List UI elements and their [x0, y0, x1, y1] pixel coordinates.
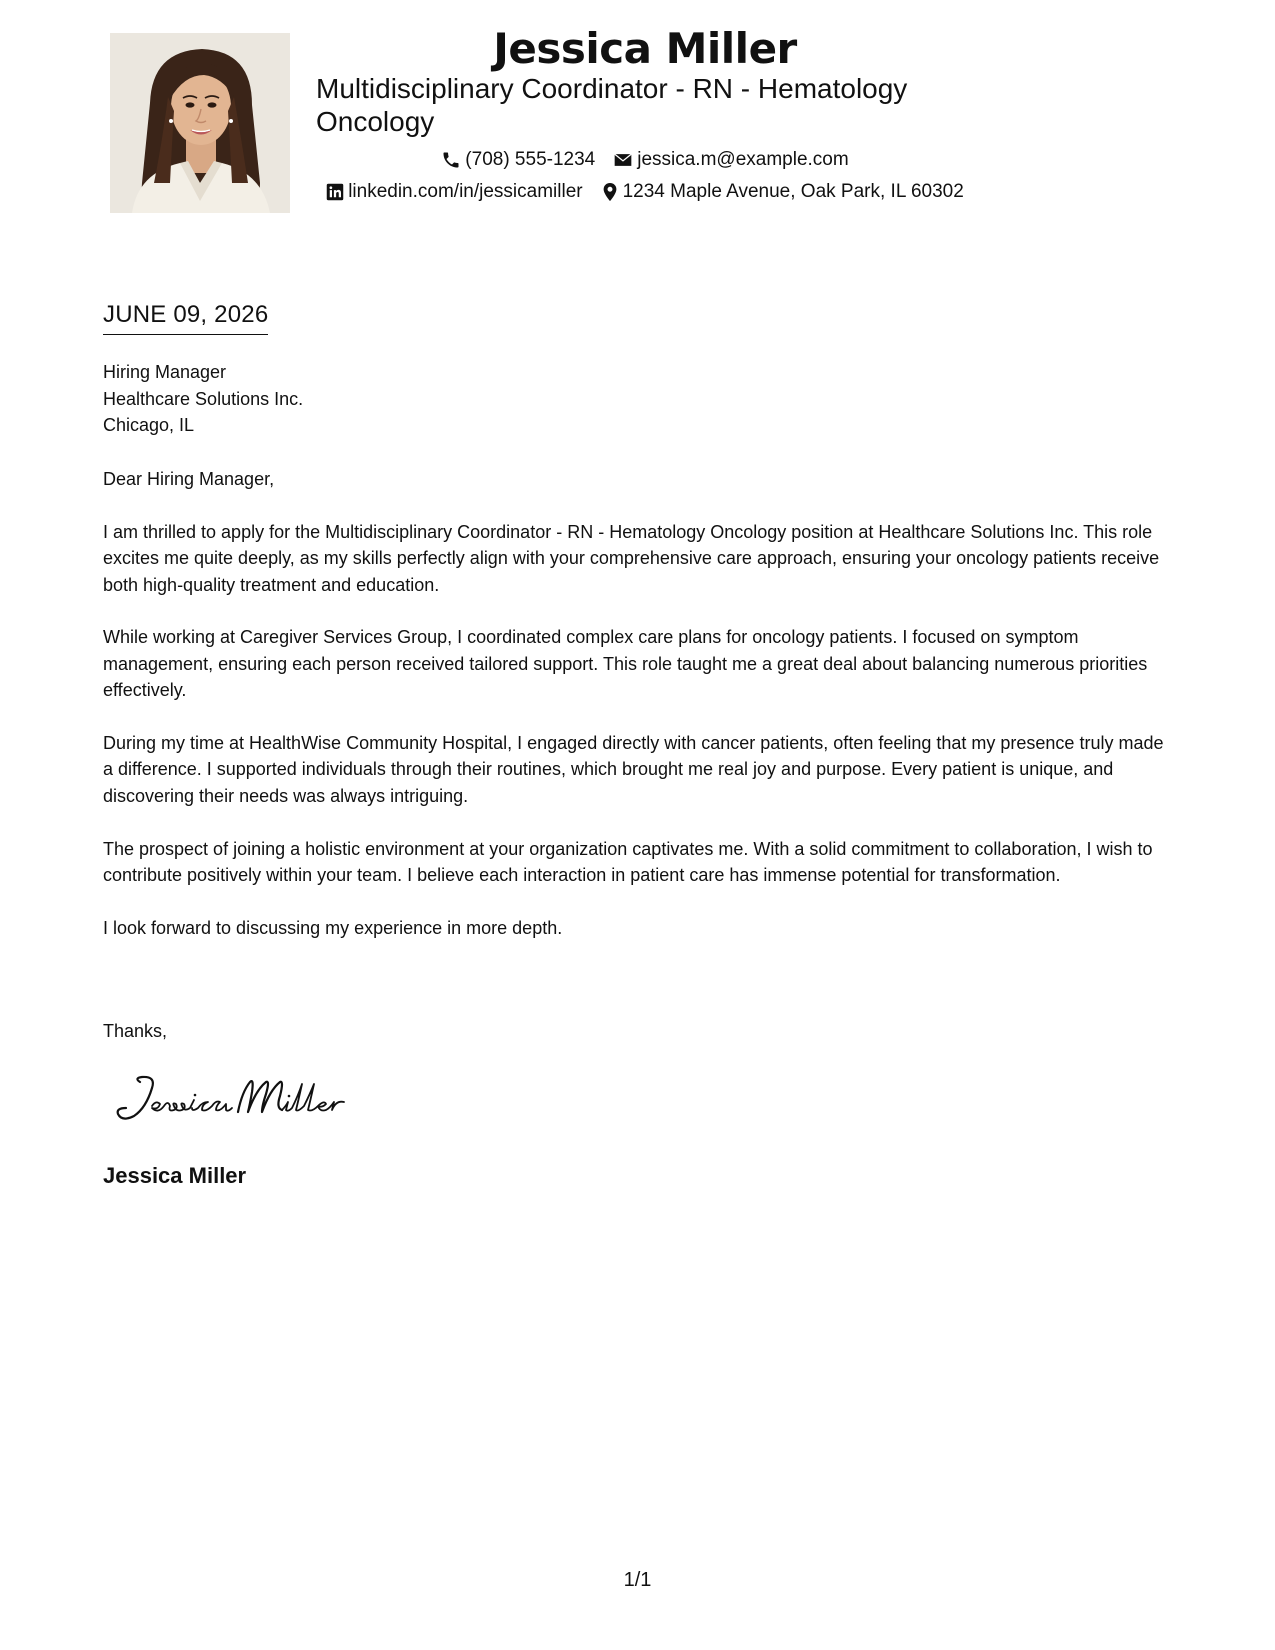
candidate-name: Jessica Miller: [493, 24, 797, 73]
recipient-block: [103, 359, 303, 439]
recipient-title: Hiring Manager: [103, 362, 227, 382]
body-paragraph-2: While working at Caregiver Services Group, I coordinated complex care plans for oncology patients. I focused on symptom management, ensuring each person received tailored support. This role taught me a great deal about balancing numerous priorities effectively.: [103, 627, 1148, 701]
signature-image: [112, 1072, 362, 1124]
salutation: Dear Hiring Manager,: [103, 469, 275, 489]
linkedin-url[interactable]: linkedin.com/in/jessicamiller: [348, 181, 583, 202]
contact-phone: [441, 148, 595, 172]
phone-icon: [441, 150, 461, 170]
contact-row-2: [300, 180, 990, 204]
linkedin-icon: [326, 183, 344, 201]
envelope-icon: [613, 150, 633, 170]
page-number: 1/1: [623, 1569, 652, 1591]
letter-body: [103, 466, 1178, 968]
contact-row-1: [300, 148, 990, 172]
contact-address: [601, 180, 964, 204]
recipient-location: Chicago, IL: [103, 415, 195, 435]
phone-number[interactable]: (708) 555-1234: [465, 149, 596, 170]
job-title: Multidisciplinary Coordinator - RN - Hematology Oncology: [316, 73, 908, 137]
street-address: 1234 Maple Avenue, Oak Park, IL 60302: [622, 181, 964, 202]
closing-phrase: Thanks,: [103, 1021, 168, 1041]
avatar-illustration: [110, 33, 290, 213]
map-pin-icon: [601, 182, 619, 202]
recipient-company: Healthcare Solutions Inc.: [103, 388, 304, 409]
handwritten-signature: [112, 1072, 362, 1124]
body-paragraph-3: During my time at HealthWise Community Hospital, I engaged directly with cancer patients, often feeling that my presence truly made a difference. I supported individuals through their routines, which brought me real joy and purpose. Every patient is unique, and discovering their needs was always intriguing.: [103, 733, 1164, 806]
contact-email: [613, 148, 848, 172]
contact-linkedin: [326, 180, 582, 204]
body-paragraph-5: I look forward to discussing my experience in more depth.: [103, 917, 563, 938]
body-paragraph-4: The prospect of joining a holistic environment at your organization captivates me. With a solid commitment to collaboration, I wish to contribute positively within your team. I believe each interaction in patient care has immense potential for transformation.: [103, 838, 1153, 886]
signer-name: Jessica Miller: [103, 1163, 247, 1188]
email-address[interactable]: jessica.m@example.com: [637, 149, 849, 170]
letter-date: JUNE 09, 2026: [103, 300, 268, 335]
profile-photo: [110, 33, 290, 213]
body-paragraph-1: I am thrilled to apply for the Multidisciplinary Coordinator - RN - Hematology Oncology position at Healthcare Solutions Inc. This role excites me quite deeply, as my skills perfectly align with your comprehensive care approach, ensuring your oncology patients receive both high-quality treatment and education.: [103, 521, 1160, 595]
